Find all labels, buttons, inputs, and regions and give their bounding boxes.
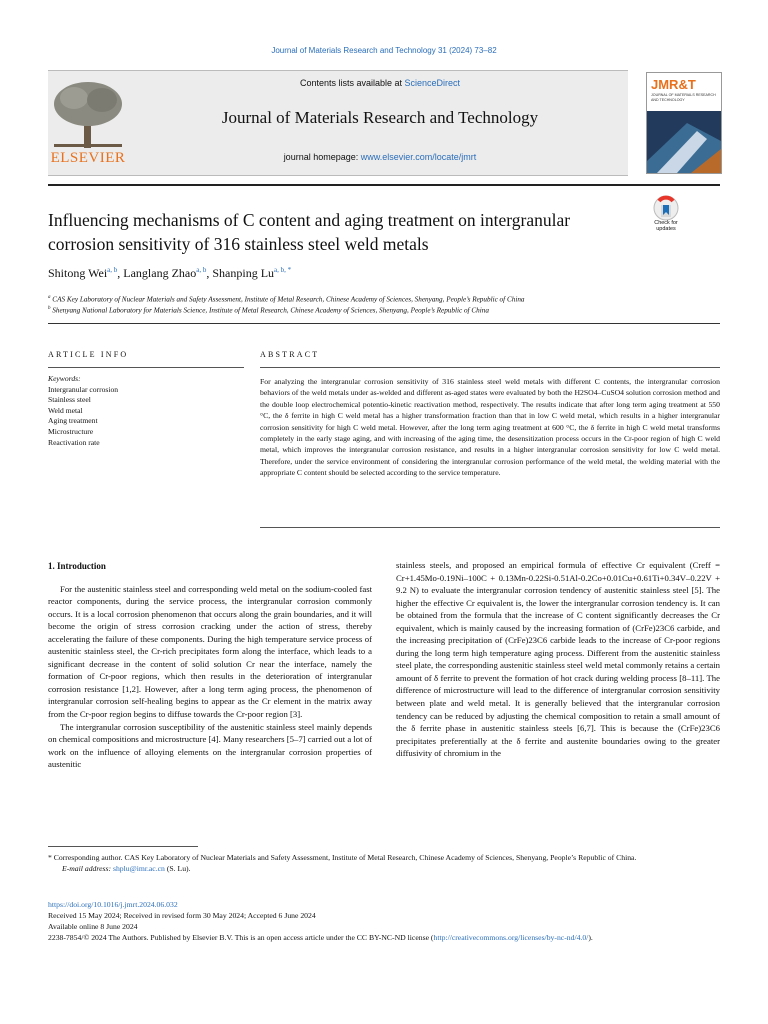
abstract-bottom-rule <box>260 527 720 528</box>
contents-prefix: Contents lists available at <box>299 78 405 88</box>
doi-link[interactable]: https://doi.org/10.1016/j.jmrt.2024.06.032 <box>48 900 178 909</box>
keywords-label: Keywords: <box>48 374 81 383</box>
email-label: E-mail address: <box>62 864 113 873</box>
paragraph: The intergranular corrosion susceptibility of the austenitic stainless steel mainly depends on chemical compositions and microstructure [4]. Many researchers [5–7] carried out a lot of work on the influence of alloying elements on the intergranular corrosion properties of austenitic <box>48 721 372 770</box>
keyword: Reactivation rate <box>48 437 100 447</box>
paragraph: For the austenitic stainless steel and corresponding weld metal on the sodium-cooled fast reactor components, during the service process, the intergranular corrosion commonly occurs. It is a local corrosion phenomenon that occurs along the grain boundaries, and it will become the origin of stress corrosion cracking under the action of stress, thereby accelerating the failure of these components. During the high temperature service process of austenitic stainless steel, the Cr-rich precipitates form along the interface, which leads to a significant decrease in the content of solid solution Cr near the interface, namely the formation of Cr-poor regions, which then results in the deterioration of intergranular corrosion resistance [1,2]. However, after a long term aging process, the phenomenon of intergranular corrosion self-healing begins to appear as the Cr element in the matrix away from the Cr-poor region begins to diffuse towards the Cr-poor region [3]. <box>48 583 372 720</box>
corresponding-author-note: * Corresponding author. CAS Key Laboratory of Nuclear Materials and Safety Assessment, Institute of Metal Research, Chinese Academy of Sciences, Shenyang, People’s Republic of China. <box>48 853 637 862</box>
cover-title: JMR&T <box>651 77 696 92</box>
affiliation-a: $^a$ CAS Key Laboratory of Nuclear Materials and Safety Assessment, Institute of Metal Research, Chinese Academy of Sciences, Shenyang, People’s Republic of China <box>48 295 525 304</box>
section-heading-introduction: 1. Introduction <box>48 561 106 571</box>
author[interactable]: Shanping $Lu^{a, b, *}$ <box>212 266 292 280</box>
article-info-heading: ARTICLE INFO <box>48 350 129 359</box>
abstract-heading: ABSTRACT <box>260 350 320 359</box>
journal-citation[interactable]: Journal of Materials Research and Technology 31 (2024) 73–82 <box>271 46 497 55</box>
journal-title: Journal of Materials Research and Technology <box>221 108 539 127</box>
email-link[interactable]: shplu@imr.ac.cn <box>112 864 165 873</box>
license-suffix: ). <box>588 933 593 942</box>
keywords-block <box>48 374 244 448</box>
author[interactable]: Shitong Wei$^{a, b}$, <box>48 266 124 280</box>
abstract-rule <box>260 367 720 368</box>
article-info-rule <box>48 367 244 368</box>
sciencedirect-link[interactable]: ScienceDirect <box>404 78 461 88</box>
journal-homepage <box>130 152 630 162</box>
email-suffix: (S. Lu). <box>164 864 191 873</box>
author-list <box>48 266 291 281</box>
affiliation-rule <box>48 323 720 324</box>
keyword: Intergranular corrosion <box>48 384 119 394</box>
journal-cover-thumbnail[interactable] <box>646 72 722 174</box>
license-link[interactable]: http://creativecommons.org/licenses/by-nc-nd/4.0/ <box>433 933 589 942</box>
footnotes <box>48 852 720 874</box>
article-title: Influencing mechanisms of C content and aging treatment on intergranular corrosion sensitivity of 316 stainless steel weld metals <box>48 210 571 254</box>
license-line <box>48 932 720 943</box>
author[interactable]: Langlang Zhao$^{a, b}$, <box>123 266 213 280</box>
footnote-rule <box>48 846 198 847</box>
keyword: Stainless steel <box>48 395 91 405</box>
license-prefix: 2238-7854/© 2024 The Authors. Published by Elsevier B.V. This is an open access article under the CC BY-NC-ND license ( <box>48 933 434 942</box>
header-rule <box>48 184 720 186</box>
keyword: Weld metal <box>48 405 83 415</box>
affiliation-b: $^b$ Shenyang National Laboratory for Materials Science, Institute of Metal Research, Chinese Academy of Sciences, Shenyang, People’s Republic of China <box>48 306 489 315</box>
keyword: Aging treatment <box>48 416 98 426</box>
available-online: Available online 8 June 2024 <box>48 922 138 931</box>
elsevier-logo[interactable] <box>48 76 128 166</box>
body-column-right <box>396 559 720 760</box>
abstract-text: For analyzing the intergranular corrosion sensitivity of 316 stainless steel weld metals with different C contents, the intergranular corrosion behaviors of the weld metals under as-welded and different as-aged states were evaluated by both the H2SO4–CuSO4 solution corrosion method and the double loop electrochemical potentio-kinetic reactivation method, respectively. The results indicate that after long term aging treatment at 550 °C, the δ ferrite in high C weld metal has a higher transformation fraction than that in low C weld metal, which results in a higher intergranular corrosion sensitivity for high C weld metal. However, after the long term aging treatment at 600 °C, the δ ferrite in high C weld metal transforms completely in the early stage aging, and with increasing of the aging time, the desensitization process occurs in the Cr-poor region of high C weld metal, which improves the intergranular corrosion resistance, and results in a higher intergranular corrosion sensitivity for low C weld metal. Therefore, under the service environment of considering the intergranular corrosion performance of the weld metal, the welding material with the appropriate C content should be selected according to the service temperature. <box>260 377 720 478</box>
homepage-link[interactable]: www.elsevier.com/locate/jmrt <box>360 152 477 162</box>
email-line <box>48 863 720 874</box>
check-updates-label: Check for updates <box>654 220 678 232</box>
check-for-updates-badge[interactable] <box>646 194 686 234</box>
elsevier-wordmark: ELSEVIER <box>50 150 126 166</box>
homepage-label: journal homepage: <box>283 152 361 162</box>
body-column-left <box>48 560 372 771</box>
paragraph: stainless steels, and proposed an empirical formula of effective Cr equivalent (Creff = Cr+1.45Mo-0.19Ni–100C + 0.13Mn-0.22Si-0.51Al-0.2Co+0.01Cu+0.61Ti+0.34V–0.22V + 9.2 N) to evaluate the intergranular corrosion tendency of austenitic stainless steel [5]. The higher the effective Cr equivalent is, the lower the intergranular corrosion tendency is. It can be obtained from the formula that the increase of C content significantly decreases the Cr equivalent, which is mainly caused by the increasing formation of (CrFe)23C6 carbide, and the increasing precipitation of (CrFe)23C6 carbide leads to the increase of Cr-poor regions during the long term high temperature aging process. Different from the austenitic stainless steel plate, the corresponding austenitic stainless steel weld metal commonly retains a certain amount of δ ferrite to prevent the formation of hot crack during welding process [8–11]. The difference of microstructure will lead to the difference of intergranular corrosion sensitivity between plate and weld metal. It is generally believed that the intergranular corrosion tendency can be reduced by adjusting the chemical composition to retain a small amount of the δ ferrite phase in austenitic stainless steels [6,7]. This is because the (CrFe)23C6 precipitates preferentially at the δ ferrite and austenite boundaries owing to the greater diffusivity of chromium in the <box>396 560 720 759</box>
article-meta-footer <box>48 899 720 943</box>
contents-line <box>130 78 630 88</box>
received-dates: Received 15 May 2024; Received in revised form 30 May 2024; Accepted 6 June 2024 <box>48 911 316 920</box>
keyword: Microstructure <box>48 426 94 436</box>
cover-subtitle: JOURNAL OF MATERIALS RESEARCH AND TECHNOLOGY <box>651 93 716 102</box>
cover-art-icon <box>647 111 721 173</box>
